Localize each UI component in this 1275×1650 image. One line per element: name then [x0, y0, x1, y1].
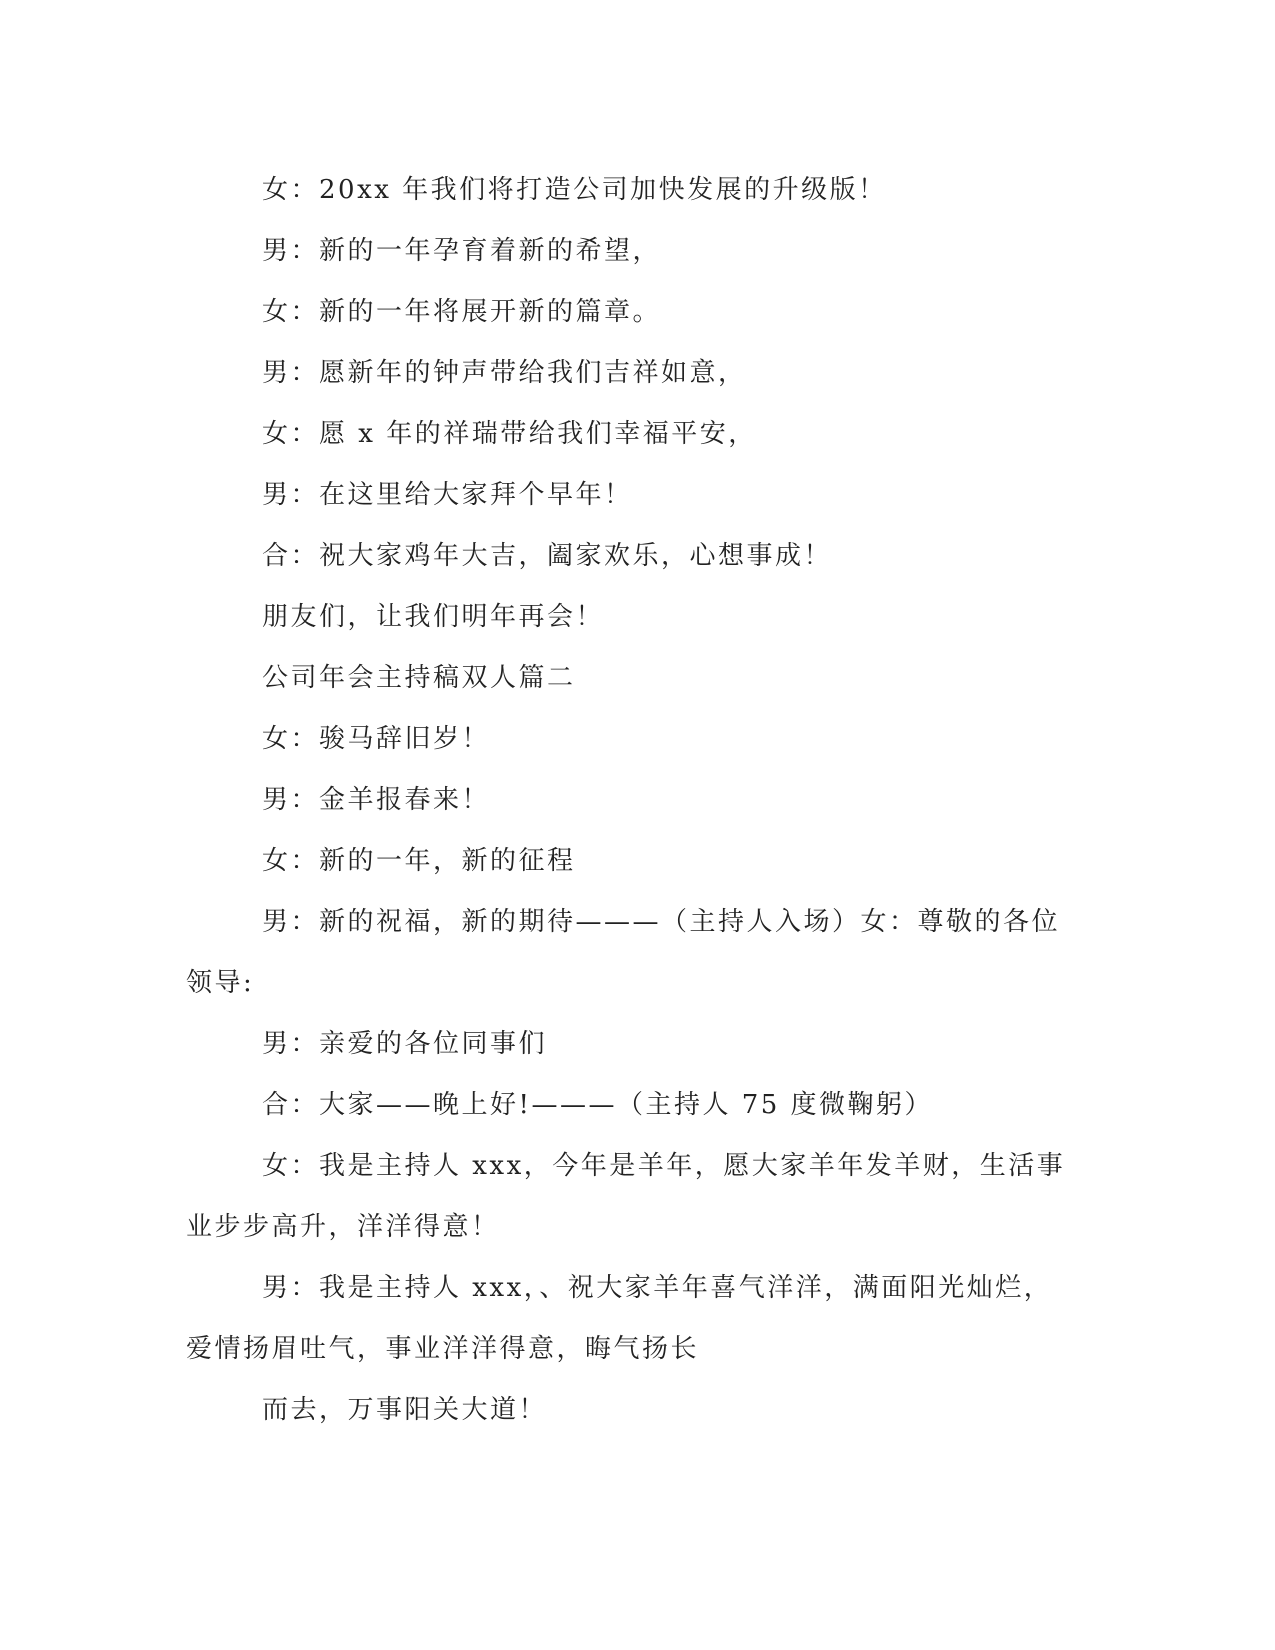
paragraph: 女：我是主持人 xxx，今年是羊年，愿大家羊年发羊财，生活事业步步高升，洋洋得意！: [186, 1151, 1066, 1242]
paragraph: 男：亲爱的各位同事们: [262, 1029, 548, 1059]
paragraph: 女：骏马辞旧岁！: [262, 724, 491, 754]
paragraph: 女：愿 x 年的祥瑞带给我们幸福平安，: [262, 419, 757, 449]
paragraph: 男：在这里给大家拜个早年！: [262, 480, 633, 510]
paragraph: 而去，万事阳关大道！: [262, 1395, 548, 1425]
paragraph: 合：大家——晚上好!———（主持人 75 度微鞠躬）: [262, 1090, 934, 1120]
paragraph: 男：愿新年的钟声带给我们吉祥如意，: [262, 358, 747, 388]
paragraph: 男：我是主持人 xxx，、祝大家羊年喜气洋洋，满面阳光灿烂，爱情扬眉吐气，事业洋洋得意，晦气扬长: [186, 1273, 1053, 1364]
section-heading: 公司年会主持稿双人篇二: [262, 663, 576, 693]
document-body: [186, 160, 1066, 1441]
paragraph: 女：新的一年，新的征程: [262, 846, 576, 876]
paragraph: 女：20xx 年我们将打造公司加快发展的升级版！: [262, 175, 887, 205]
paragraph: 男：新的祝福，新的期待———（主持人入场）女：尊敬的各位领导:: [186, 907, 1061, 998]
paragraph: 男：金羊报春来！: [262, 785, 491, 815]
paragraph: 朋友们，让我们明年再会！: [262, 602, 605, 632]
paragraph: 男：新的一年孕育着新的希望，: [262, 236, 662, 266]
paragraph: 女：新的一年将展开新的篇章。: [262, 297, 662, 327]
paragraph: 合：祝大家鸡年大吉，阖家欢乐，心想事成！: [262, 541, 833, 571]
